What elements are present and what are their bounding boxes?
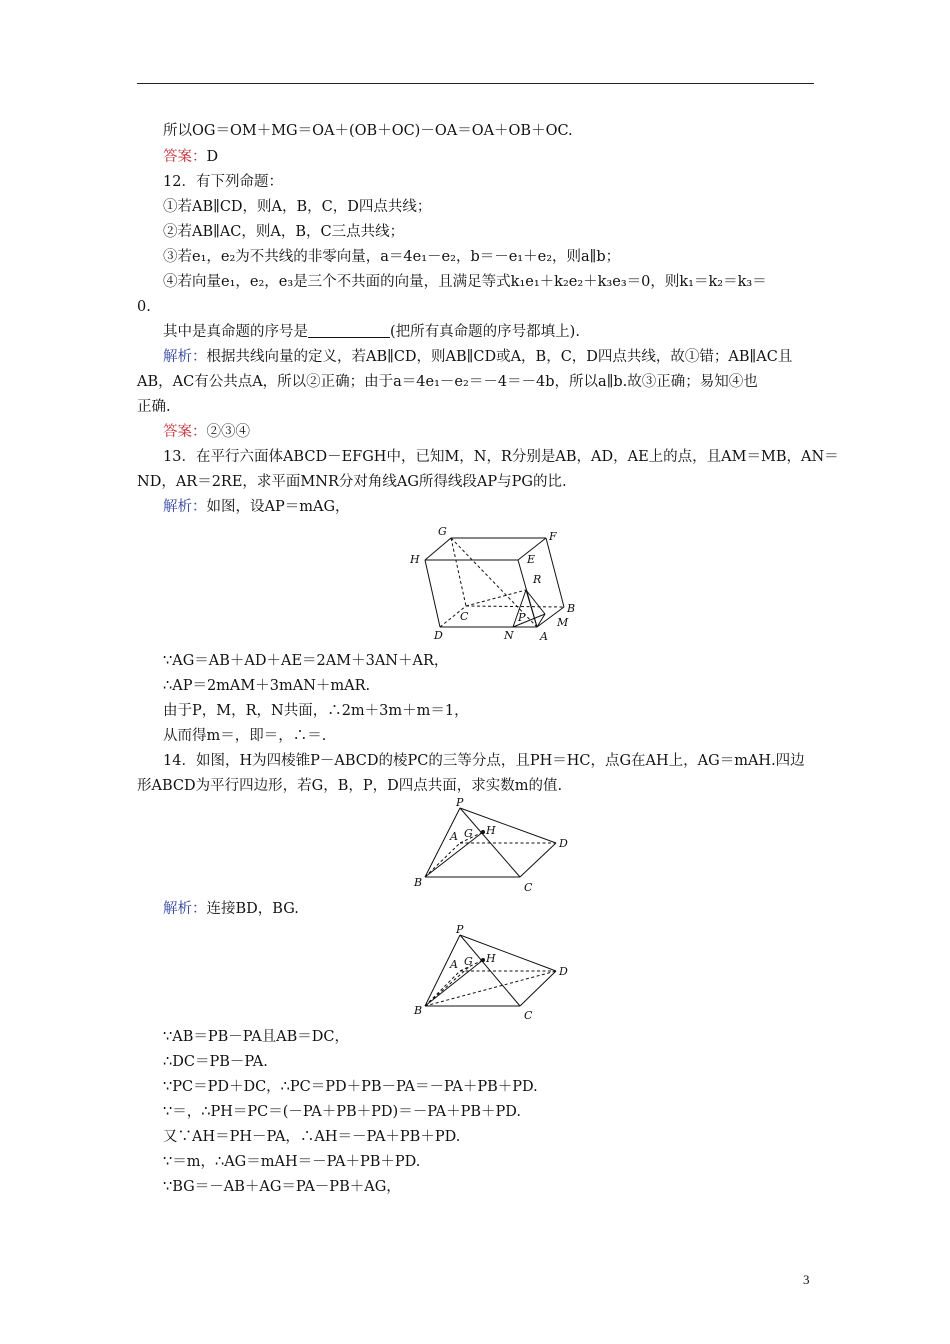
- fig1-label-B: B: [567, 602, 576, 615]
- fig1-label-C: C: [460, 610, 469, 623]
- parallelepiped-figure: [400, 522, 590, 647]
- ask-text: 其中是真命题的序号是: [163, 324, 308, 340]
- solution-text: 如图，设AP＝mAG，: [206, 499, 350, 515]
- fig1-label-M: M: [557, 616, 569, 629]
- step-14-4: ∵＝，∴PH＝PC＝(－PA＋PB＋PD)＝－PA＋PB＋PD.: [163, 1104, 521, 1120]
- fig1-label-G: G: [438, 525, 447, 538]
- answer-value: D: [206, 149, 219, 165]
- solution-label: 解析：: [163, 349, 207, 365]
- answer-11: [163, 147, 218, 167]
- question-14: 14．如图，H为四棱锥P－ABCD的棱PC的三等分点，且PH＝HC，点G在AH上，AG＝mAH.四边: [163, 753, 805, 769]
- step-14-3: ∵PC＝PD＋DC，∴PC＝PD＋PB－PA＝－PA＋PB＋PD.: [163, 1079, 538, 1095]
- question-13-cont: ND，AR＝2RE，求平面MNR分对角线AG所得线段AP与PG的比.: [137, 474, 567, 490]
- pyramid-figure: [405, 795, 580, 895]
- text-line: 所以OG＝OM＋MG＝OA＋(OB＋OC)－OA＝OA＋OB＋OC.: [163, 123, 573, 139]
- step-14-7: ∵BG＝－AB＋AG＝PA－PB＋AG，: [163, 1179, 401, 1195]
- fig1-label-D: D: [434, 629, 443, 642]
- solution-12-cont: AB，AC有公共点A，所以②正确；由于a＝4e₁－e₂＝－4＝－4b，所以a∥b.故③正确；易知④也: [137, 374, 758, 390]
- fig3-label-P: P: [456, 923, 464, 936]
- question-13: 13．在平行六面体ABCD－EFGH中，已知M，N，R分别是AB，AD，AE上的点，且AM＝MB，AN＝: [163, 449, 839, 465]
- pyramid-figure-with-diagonals: [405, 922, 580, 1022]
- fig1-label-R: R: [533, 573, 542, 586]
- solution-text: 连接BD，BG.: [206, 901, 299, 917]
- solution-label: 解析：: [163, 499, 207, 515]
- fig2-label-G: G: [464, 827, 473, 840]
- ask-text-end: (把所有真命题的序号都填上).: [390, 324, 580, 340]
- fig3-label-C: C: [524, 1009, 533, 1022]
- fig2-label-D: D: [559, 837, 568, 850]
- proposition-2: ②若AB∥AC，则A，B，C三点共线；: [163, 224, 405, 240]
- question-12-ask: [163, 322, 580, 342]
- fig3-label-A: A: [450, 958, 458, 971]
- fig1-label-A: A: [540, 630, 548, 643]
- solution-12: [163, 347, 792, 367]
- step-13-1: ∵AG＝AB＋AD＋AE＝2AM＋3AN＋AR，: [163, 653, 449, 669]
- step-13-3: 由于P，M，R，N共面，∴2m＋3m＋m＝1，: [163, 703, 469, 719]
- question-12-title: 12．有下列命题：: [163, 174, 283, 190]
- solution-12-end: 正确.: [137, 399, 171, 415]
- proposition-4-cont: 0.: [137, 299, 151, 315]
- fig3-label-D: D: [559, 965, 568, 978]
- fig1-label-E: E: [527, 553, 536, 566]
- step-14-6: ∵＝m，∴AG＝mAH＝－PA＋PB＋PD.: [163, 1154, 421, 1170]
- solution-label: 解析：: [163, 901, 207, 917]
- fig1-label-F: F: [549, 530, 557, 543]
- answer-12: [163, 422, 250, 442]
- step-13-4: 从而得m＝，即＝，∴＝.: [163, 728, 327, 744]
- fig1-label-N: N: [504, 629, 514, 642]
- solution-13: [163, 497, 350, 517]
- step-14-5: 又∵AH＝PH－PA，∴AH＝－PA＋PB＋PD.: [163, 1129, 461, 1145]
- fig1-label-P: P: [518, 611, 526, 624]
- fig3-label-B: B: [414, 1004, 423, 1017]
- question-14-cont: 形ABCD为平行四边形，若G，B，P，D四点共面，求实数m的值.: [137, 778, 563, 794]
- proposition-3: ③若e₁，e₂为不共线的非零向量，a＝4e₁－e₂，b＝－e₁＋e₂，则a∥b；: [163, 249, 621, 265]
- proposition-4: ④若向量e₁，e₂，e₃是三个不共面的向量，且满足等式k₁e₁＋k₂e₂＋k₃e₃＝0，则k₁＝k₂＝k₃＝: [163, 274, 767, 290]
- fig3-label-G: G: [464, 955, 473, 968]
- proposition-1: ①若AB∥CD，则A，B，C，D四点共线；: [163, 199, 432, 215]
- answer-label: 答案：: [163, 149, 207, 165]
- fig2-label-C: C: [524, 881, 533, 894]
- answer-label: 答案：: [163, 424, 207, 440]
- step-14-2: ∴DC＝PB－PA.: [163, 1054, 268, 1070]
- fig2-label-B: B: [414, 876, 423, 889]
- header-rule: [137, 83, 814, 84]
- fig1-label-H: H: [410, 553, 420, 566]
- step-13-2: ∴AP＝2mAM＋3mAN＋mAR.: [163, 678, 371, 694]
- fig2-label-A: A: [450, 830, 458, 843]
- answer-value: ②③④: [206, 424, 250, 440]
- page-number: 3: [803, 1272, 810, 1287]
- step-14-1: ∵AB＝PB－PA且AB＝DC，: [163, 1029, 350, 1045]
- fig3-label-H: H: [486, 952, 496, 965]
- answer-blank: [308, 323, 390, 338]
- fig2-label-P: P: [456, 796, 464, 809]
- fig2-label-H: H: [486, 824, 496, 837]
- solution-14: [163, 899, 299, 919]
- solution-text: 根据共线向量的定义，若AB∥CD，则AB∥CD或A，B，C，D四点共线，故①错；AB∥AC且: [206, 349, 793, 365]
